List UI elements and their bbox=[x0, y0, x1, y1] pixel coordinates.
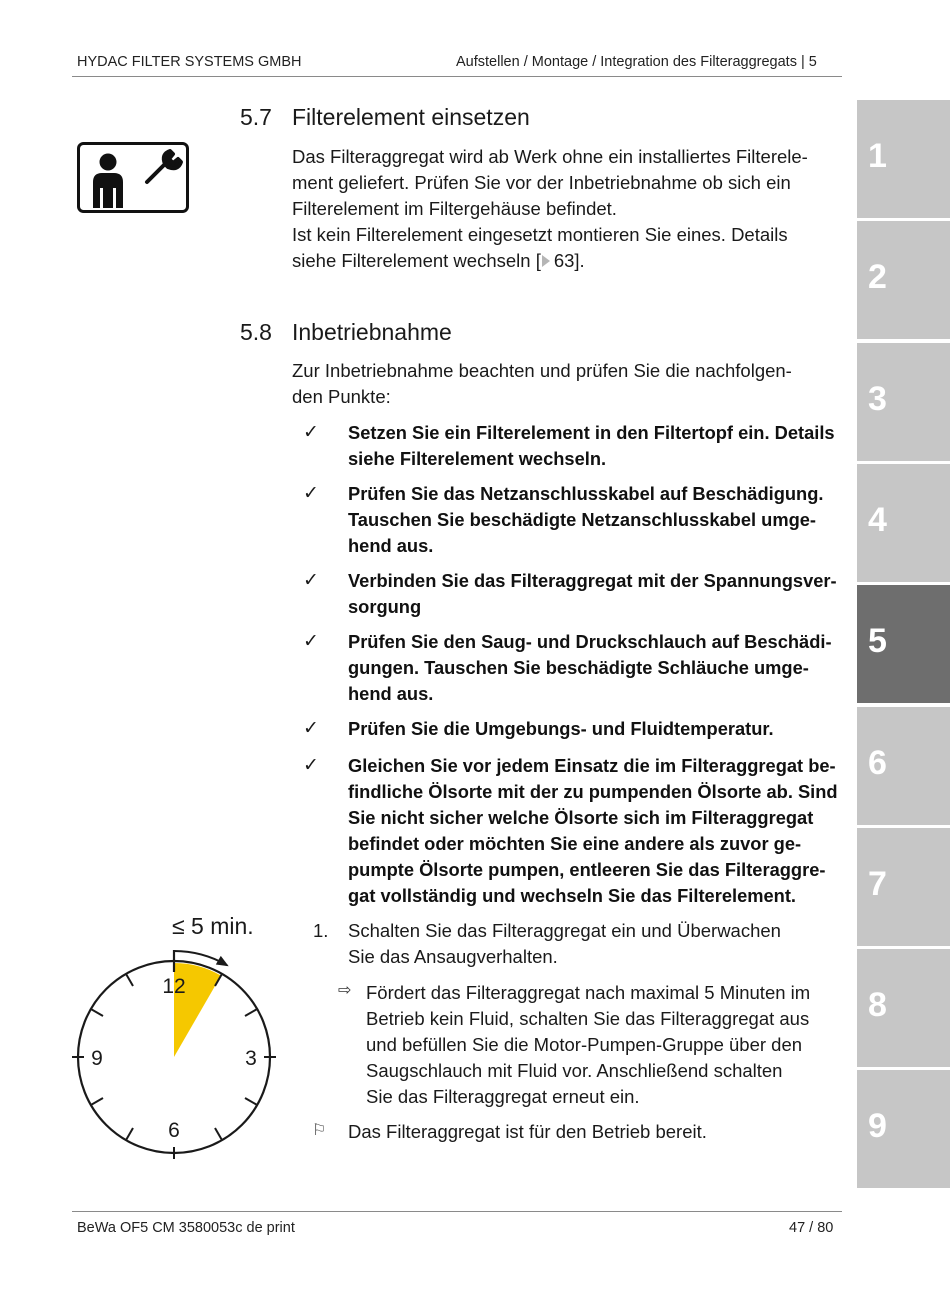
check-icon: ✓ bbox=[303, 630, 319, 652]
header-chapter: Aufstellen / Montage / Integration des Filteraggregats | 5 bbox=[456, 54, 817, 70]
step-number: 1. bbox=[313, 920, 329, 941]
checklist-line: gungen. Tauschen Sie beschädigte Schläuche umge- bbox=[348, 657, 809, 678]
checklist-item bbox=[348, 716, 843, 742]
checklist-line: findliche Ölsorte mit der zu pumpenden Ölsorte ab. Sind bbox=[348, 781, 838, 802]
clock-label-6: 6 bbox=[168, 1119, 180, 1142]
flag-icon: ⚐ bbox=[312, 1120, 327, 1139]
clock-tick bbox=[126, 974, 133, 986]
result-line: Saugschlauch mit Fluid vor. Anschließend schalten bbox=[366, 1060, 783, 1081]
checklist-line: Prüfen Sie das Netzanschlusskabel auf Beschädigung. bbox=[348, 483, 824, 504]
header-company: HYDAC FILTER SYSTEMS GMBH bbox=[77, 54, 302, 70]
chapter-tab-label: 6 bbox=[868, 743, 887, 782]
clock-tick bbox=[245, 1009, 257, 1016]
header-rule bbox=[72, 76, 842, 77]
chapter-tab-9[interactable] bbox=[857, 1070, 950, 1188]
chapter-tab-7[interactable] bbox=[857, 828, 950, 946]
checklist-line: pumpte Ölsorte pumpen, entleeren Sie das Filteraggre- bbox=[348, 859, 826, 880]
checklist-line: Sie nicht sicher welche Ölsorte sich im Filteraggregat bbox=[348, 807, 814, 828]
checklist-line: Gleichen Sie vor jedem Einsatz die im Filteraggregat be- bbox=[348, 755, 836, 776]
check-icon: ✓ bbox=[303, 421, 319, 443]
clock-tick bbox=[215, 1128, 222, 1140]
check-icon: ✓ bbox=[303, 717, 319, 739]
clock-time-label: ≤ 5 min. bbox=[172, 913, 254, 939]
check-icon: ✓ bbox=[303, 754, 319, 776]
result-line: und befüllen Sie die Motor-Pumpen-Gruppe über den bbox=[366, 1034, 803, 1055]
clock-diagram bbox=[72, 910, 282, 1164]
chapter-tab-label: 8 bbox=[868, 986, 887, 1025]
result-line: Betrieb kein Fluid, schalten Sie das Filteraggregat aus bbox=[366, 1008, 810, 1029]
check-icon: ✓ bbox=[303, 482, 319, 504]
result-line: Fördert das Filteraggregat nach maximal 5 Minuten im bbox=[366, 982, 811, 1003]
clock-tick bbox=[91, 1098, 103, 1105]
body-line: Das Filteraggregat wird ab Werk ohne ein installiertes Filterele- bbox=[292, 146, 808, 167]
link-prefix: siehe Filterelement wechseln [ bbox=[292, 250, 541, 271]
link-suffix: ]. bbox=[574, 250, 585, 271]
section-number: 5.7 bbox=[240, 104, 272, 130]
checklist-line: sorgung bbox=[348, 596, 422, 617]
step-line: Schalten Sie das Filteraggregat ein und Überwachen bbox=[348, 920, 781, 941]
section-title: Inbetriebnahme bbox=[292, 319, 452, 345]
checklist-line: Prüfen Sie den Saug- und Druckschlauch auf Beschädi- bbox=[348, 631, 832, 652]
checklist-item bbox=[348, 420, 843, 472]
intro-line: den Punkte: bbox=[292, 386, 391, 407]
step-text bbox=[348, 918, 843, 970]
checklist-line: hend aus. bbox=[348, 683, 434, 704]
personnel-tool-icon bbox=[77, 142, 189, 218]
chapter-tab-3[interactable] bbox=[857, 343, 950, 461]
link-line bbox=[292, 248, 842, 274]
chapter-tab-label: 5 bbox=[868, 622, 887, 661]
clock-tick bbox=[126, 1128, 133, 1140]
footer-page-number: 47 / 80 bbox=[789, 1220, 834, 1236]
body-line: ment geliefert. Prüfen Sie vor der Inbetriebnahme ob sich ein bbox=[292, 172, 791, 193]
chapter-tab-label: 3 bbox=[868, 379, 887, 418]
section-5-7-body bbox=[292, 144, 842, 274]
clock-label-12: 12 bbox=[162, 975, 186, 998]
checklist-item bbox=[348, 568, 843, 620]
chapter-tab-8[interactable] bbox=[857, 949, 950, 1067]
check-icon: ✓ bbox=[303, 569, 319, 591]
chapter-tab-5[interactable] bbox=[857, 585, 950, 703]
intro-line: Zur Inbetriebnahme beachten und prüfen Sie die nachfolgen- bbox=[292, 360, 792, 381]
chapter-tab-2[interactable] bbox=[857, 221, 950, 339]
step-line: Sie das Ansaugverhalten. bbox=[348, 946, 558, 967]
result-line: Sie das Filteraggregat erneut ein. bbox=[366, 1086, 640, 1107]
section-number: 5.8 bbox=[240, 319, 272, 345]
chapter-tab-6[interactable] bbox=[857, 707, 950, 825]
clock-tick bbox=[91, 1009, 103, 1016]
footer-doc-id: BeWa OF5 CM 3580053c de print bbox=[77, 1220, 295, 1236]
checklist-line: Prüfen Sie die Umgebungs- und Fluidtemperatur. bbox=[348, 718, 774, 739]
triangle-right-icon bbox=[541, 254, 551, 268]
section-title: Filterelement einsetzen bbox=[292, 104, 530, 130]
page-ref-link[interactable] bbox=[541, 250, 575, 271]
checklist-line: siehe Filterelement wechseln. bbox=[348, 448, 607, 469]
clock-label-3: 3 bbox=[245, 1047, 257, 1070]
checklist-line: befindet oder möchten Sie eine andere als zuvor ge- bbox=[348, 833, 802, 854]
body-line: Ist kein Filterelement eingesetzt montieren Sie eines. Details bbox=[292, 224, 788, 245]
checklist-line: Tauschen Sie beschädigte Netzanschlusskabel umge- bbox=[348, 509, 817, 530]
clock-tick bbox=[245, 1098, 257, 1105]
footer-rule bbox=[72, 1211, 842, 1212]
result-text bbox=[366, 980, 846, 1110]
checklist-item bbox=[348, 753, 843, 909]
result-arrow-icon: ⇨ bbox=[338, 980, 352, 999]
checklist-line: gat vollständig und wechseln Sie das Filterelement. bbox=[348, 885, 796, 906]
checklist-line: hend aus. bbox=[348, 535, 434, 556]
chapter-tab-label: 4 bbox=[868, 500, 887, 539]
chapter-tab-label: 7 bbox=[868, 864, 887, 903]
final-text: Das Filteraggregat ist für den Betrieb bereit. bbox=[348, 1121, 707, 1142]
chapter-tab-label: 1 bbox=[868, 137, 887, 175]
section-5-8-heading bbox=[240, 319, 640, 349]
page-ref-number: 63 bbox=[553, 250, 575, 271]
checklist-item bbox=[348, 629, 843, 707]
chapter-tab-label: 9 bbox=[868, 1107, 887, 1146]
section-5-8-intro bbox=[292, 358, 842, 410]
chapter-tab-label: 2 bbox=[868, 258, 887, 297]
chapter-tab-1[interactable] bbox=[857, 100, 950, 218]
body-line: Filterelement im Filtergehäuse befindet. bbox=[292, 198, 617, 219]
checklist-line: Verbinden Sie das Filteraggregat mit der Spannungsver- bbox=[348, 570, 837, 591]
chapter-tab-4[interactable] bbox=[857, 464, 950, 582]
section-5-7-heading bbox=[240, 104, 640, 134]
checklist-line: Setzen Sie ein Filterelement in den Filtertopf ein. Details bbox=[348, 422, 835, 443]
checklist-item bbox=[348, 481, 843, 559]
clock-label-9: 9 bbox=[91, 1047, 103, 1070]
